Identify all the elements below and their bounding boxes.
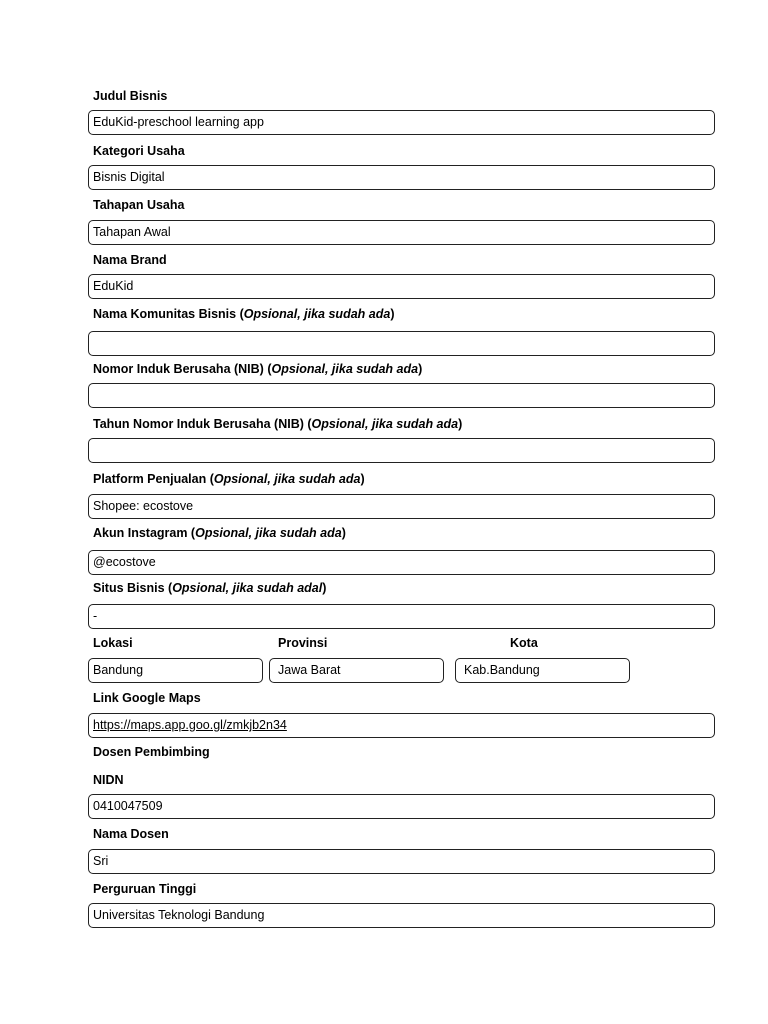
nib-field[interactable] (88, 383, 715, 408)
nama-komunitas-label-text: Nama Komunitas Bisnis ( (93, 307, 244, 321)
akun-instagram-field[interactable]: @ecostove (88, 550, 715, 575)
tahun-nib-field[interactable] (88, 438, 715, 463)
akun-instagram-label-close: ) (341, 526, 346, 540)
tahun-nib-label-text: Tahun Nomor Induk Berusaha (NIB) ( (93, 417, 312, 431)
google-maps-link[interactable]: https://maps.app.goo.gl/zmkjb2n34 (93, 718, 287, 732)
situs-bisnis-optional-note: Opsional, jika sudah adal (172, 581, 323, 595)
link-google-maps-field[interactable] (88, 713, 715, 738)
tahapan-usaha-field[interactable]: Tahapan Awal (88, 220, 715, 245)
nib-label-text: Nomor Induk Berusaha (NIB) ( (93, 362, 272, 376)
provinsi-field[interactable]: Jawa Barat (269, 658, 444, 683)
akun-instagram-label-text: Akun Instagram ( (93, 526, 196, 540)
akun-instagram-optional-note: Opsional, jika sudah ada (195, 526, 342, 540)
dosen-pembimbing-heading: Dosen Pembimbing (93, 745, 210, 759)
nib-optional-note: Opsional, jika sudah ada (271, 362, 419, 376)
situs-bisnis-field[interactable]: - (88, 604, 715, 629)
judul-bisnis-label: Judul Bisnis (93, 89, 168, 103)
nama-komunitas-label-close: ) (390, 307, 395, 321)
nama-dosen-label: Nama Dosen (93, 827, 169, 841)
tahun-nib-optional-note: Opsional, jika sudah ada (311, 417, 459, 431)
tahun-nib-label-close: ) (458, 417, 463, 431)
situs-bisnis-label-close: ) (322, 581, 327, 595)
lokasi-label: Lokasi (93, 636, 133, 650)
perguruan-tinggi-label: Perguruan Tinggi (93, 882, 197, 896)
platform-penjualan-label-text: Platform Penjualan ( (93, 472, 214, 486)
nama-dosen-field[interactable]: Sri (88, 849, 715, 874)
kota-label: Kota (510, 636, 538, 650)
tahapan-usaha-label: Tahapan Usaha (93, 198, 185, 212)
nama-brand-field[interactable]: EduKid (88, 274, 715, 299)
kategori-usaha-label: Kategori Usaha (93, 144, 185, 158)
nidn-label: NIDN (93, 773, 124, 787)
judul-bisnis-field[interactable]: EduKid-preschool learning app (88, 110, 715, 135)
platform-penjualan-field[interactable]: Shopee: ecostove (88, 494, 715, 519)
nama-komunitas-optional-note: Opsional, jika sudah ada (243, 307, 391, 321)
nama-komunitas-label (93, 306, 394, 322)
nib-label (93, 361, 422, 377)
nama-brand-label: Nama Brand (93, 253, 167, 267)
lokasi-field[interactable]: Bandung (88, 658, 263, 683)
akun-instagram-label (93, 525, 346, 541)
nama-komunitas-field[interactable] (88, 331, 715, 356)
nidn-field[interactable]: 0410047509 (88, 794, 715, 819)
platform-penjualan-label-close: ) (360, 472, 365, 486)
tahun-nib-label (93, 416, 462, 432)
situs-bisnis-label (93, 580, 326, 596)
platform-penjualan-label (93, 471, 365, 487)
provinsi-label: Provinsi (278, 636, 328, 650)
kota-field[interactable]: Kab.Bandung (455, 658, 630, 683)
platform-penjualan-optional-note: Opsional, jika sudah ada (213, 472, 361, 486)
nib-label-close: ) (418, 362, 423, 376)
link-google-maps-label: Link Google Maps (93, 691, 201, 705)
situs-bisnis-label-text: Situs Bisnis ( (93, 581, 173, 595)
kategori-usaha-field[interactable]: Bisnis Digital (88, 165, 715, 190)
perguruan-tinggi-field[interactable]: Universitas Teknologi Bandung (88, 903, 715, 928)
